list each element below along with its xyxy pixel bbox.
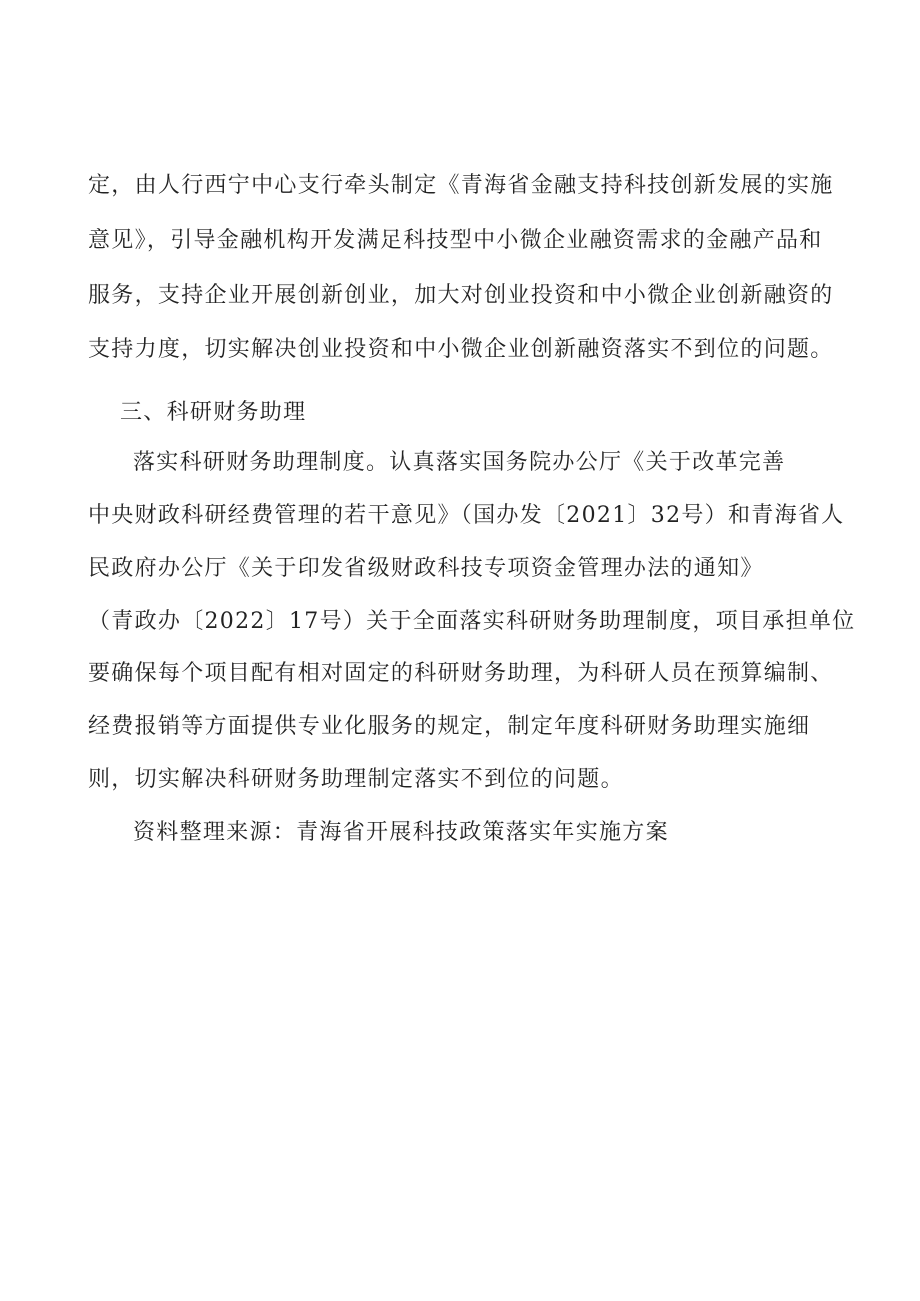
paragraph-2-line-5: 要确保每个项目配有相对固定的科研财务助理，为科研人员在预算编制、 [88,661,834,686]
paragraph-2-line-4: （青政办〔2022〕17号）关于全面落实科研财务助理制度，项目承担单位 [88,609,856,634]
paragraph-1-line-2: 意见》，引导金融机构开发满足科技型中小微企业融资需求的金融产品和 [88,228,823,253]
paragraph-1-line-4: 支持力度，切实解决创业投资和中小微企业创新融资落实不到位的问题。 [88,337,834,362]
paragraph-2-line-3: 民政府办公厅《关于印发省级财政科技专项资金管理办法的通知》 [88,556,764,581]
paragraph-2-line-1: 落实科研财务助理制度。认真落实国务院办公厅《关于改革完善 [133,450,786,475]
section-heading: 三、科研财务助理 [120,400,307,425]
paragraph-1-line-1: 定，由人行西宁中心支行牵头制定《青海省金融支持科技创新发展的实施 [88,173,834,198]
paragraph-2-line-2: 中央财政科研经费管理的若干意见》（国办发〔2021〕32号）和青海省人 [88,503,845,528]
paragraph-1-line-3: 服务，支持企业开展创新创业，加大对创业投资和中小微企业创新融资的 [88,283,834,308]
paragraph-2-line-7: 则，切实解决科研财务助理制定落实不到位的问题。 [88,767,624,792]
source-note: 资料整理来源：青海省开展科技政策落实年实施方案 [133,820,669,845]
paragraph-2-line-6: 经费报销等方面提供专业化服务的规定，制定年度科研财务助理实施细 [88,714,811,739]
